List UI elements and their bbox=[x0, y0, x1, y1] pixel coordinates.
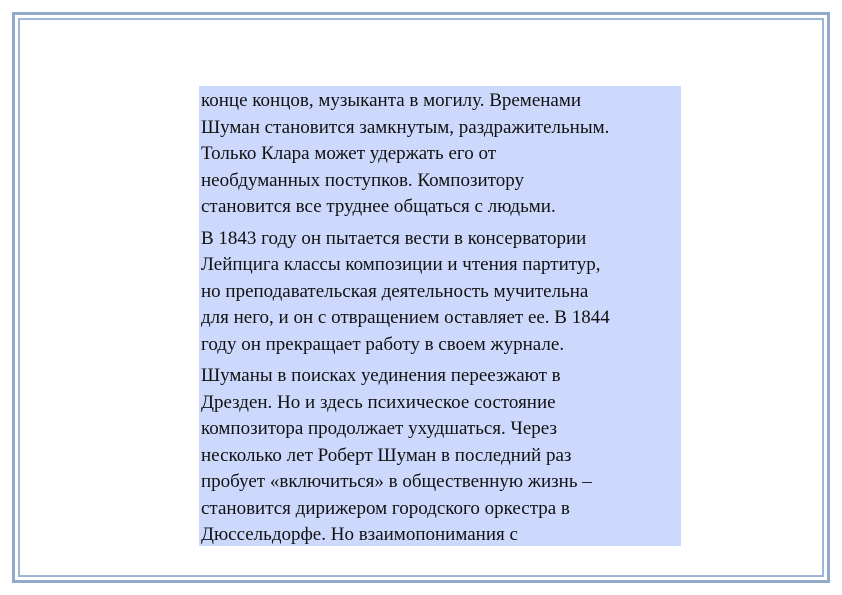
text-block bbox=[199, 86, 681, 546]
paragraph-1: конце концов, музыканта в могилу. Временами Шуман становится замкнутым, раздражительным. Только Клара может удержать его от необдуманных поступков. Композитору становится все труднее общаться с людьми. bbox=[201, 90, 610, 217]
paragraph-3: Шуманы в поисках уединения переезжают в Дрезден. Но и здесь психическое состояние композитора продолжает ухудшаться. Через несколько лет Роберт Шуман в последний раз пробует «включиться» в общественную жизнь – становится дирижером городского оркестра в Дюссельдорфе. Но взаимопонимания с bbox=[201, 365, 592, 545]
paragraph-2: В 1843 году он пытается вести в консерватории Лейпцига классы композиции и чтения партитур, но преподавательская деятельность мучительна для него, и он с отвращением оставляет ее. В 1844 году он прекращает работу в своем журнале. bbox=[201, 227, 610, 355]
